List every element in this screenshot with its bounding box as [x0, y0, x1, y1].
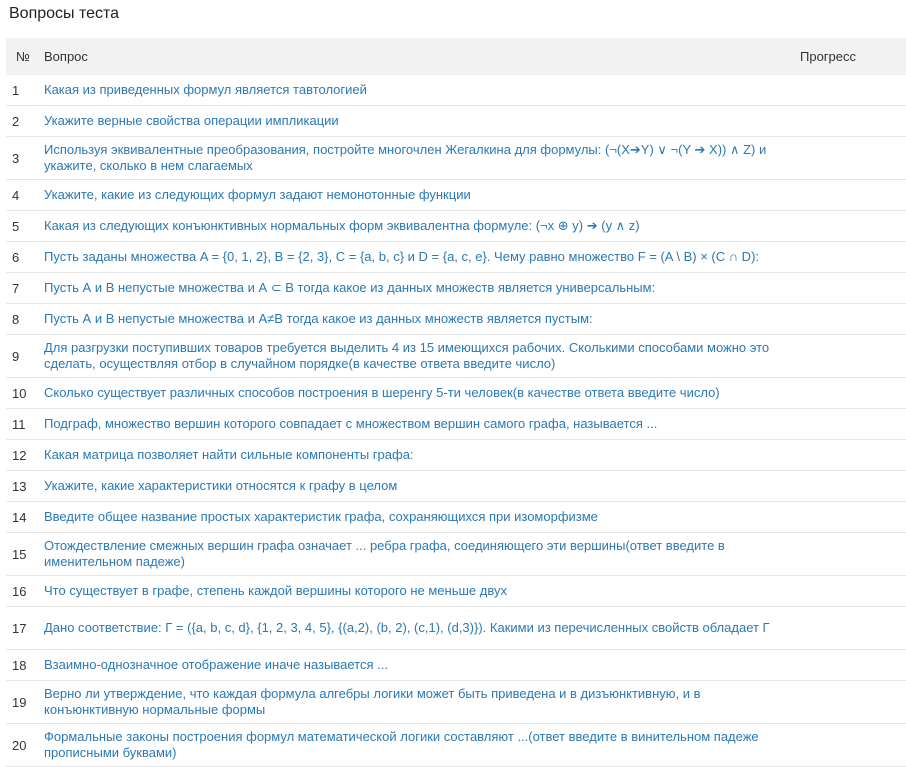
question-extra-cell — [800, 533, 906, 576]
question-number: 2 — [12, 113, 20, 129]
question-link[interactable]: Укажите верные свойства операции импликации — [44, 113, 339, 128]
question-link[interactable]: Для разгрузки поступивших товаров требуется выделить 4 из 15 имеющихся рабочих. Сколькими способами можно это сделать, осуществляя отбор в случайном порядке(в качестве ответа введите число) — [44, 340, 770, 371]
column-header-number[interactable]: № — [16, 49, 30, 64]
question-extra-cell — [800, 440, 906, 471]
question-number: 1 — [12, 82, 20, 98]
table-row[interactable] — [6, 106, 906, 137]
question-number: 3 — [12, 150, 20, 166]
question-extra-cell — [800, 106, 906, 137]
table-header-row — [6, 38, 906, 75]
question-extra-cell — [800, 650, 906, 681]
question-extra-cell — [800, 304, 906, 335]
question-link[interactable]: Формальные законы построения формул математической логики составляют ...(ответ введите в винительном падеже прописными буквами) — [44, 729, 759, 760]
question-link[interactable]: Введите общее название простых характеристик графа, сохраняющихся при изоморфизме — [44, 509, 598, 524]
question-link[interactable]: Взаимно-однозначное отображение иначе называется ... — [44, 657, 388, 672]
question-extra-cell — [800, 681, 906, 724]
question-number: 12 — [12, 447, 27, 463]
question-link[interactable]: Отождествление смежных вершин графа означает ... ребра графа, соединяющего эти вершины(ответ введите в именительном падеже) — [44, 538, 725, 569]
question-number: 15 — [12, 546, 27, 562]
question-extra-cell — [800, 335, 906, 378]
column-header-question[interactable]: Вопрос — [44, 49, 88, 64]
question-number: 5 — [12, 218, 20, 234]
table-row[interactable] — [6, 681, 906, 724]
table-row[interactable] — [6, 304, 906, 335]
table-row[interactable] — [6, 471, 906, 502]
question-extra-cell — [800, 242, 906, 273]
table-row[interactable] — [6, 335, 906, 378]
question-extra-cell — [800, 409, 906, 440]
table-row[interactable] — [6, 650, 906, 681]
question-link[interactable]: Какая из следующих конъюнктивных нормальных форм эквивалентна формуле: (¬x ⊕ y) ➔ (y ∧ z) — [44, 218, 640, 233]
question-link[interactable]: Подграф, множество вершин которого совпадает с множеством вершин самого графа, называется ... — [44, 416, 658, 431]
question-number: 10 — [12, 385, 27, 401]
question-number: 7 — [12, 280, 20, 296]
table-row[interactable] — [6, 378, 906, 409]
question-link[interactable]: Укажите, какие из следующих формул задают немонотонные функции — [44, 187, 471, 202]
table-row[interactable] — [6, 273, 906, 304]
question-number: 16 — [12, 583, 27, 599]
question-number: 18 — [12, 657, 27, 673]
question-link[interactable]: Дано соответствие: Г = ({a, b, c, d}, {1, 2, 3, 4, 5}, {(a,2), (b, 2), (c,1), (d,3)}). Какими из перечисленных свойств обладает Г — [44, 620, 770, 635]
question-extra-cell — [800, 471, 906, 502]
table-row[interactable] — [6, 724, 906, 767]
question-extra-cell — [800, 607, 906, 650]
question-extra-cell — [800, 137, 906, 180]
question-extra-cell — [800, 724, 906, 767]
question-number: 4 — [12, 187, 20, 203]
page-title: Вопросы теста — [9, 5, 120, 22]
question-link[interactable]: Пусть заданы множества A = {0, 1, 2}, B = {2, 3}, C = {a, b, c} и D = {a, c, e}. Чему равно множество F = (A \ B) × (C ∩ D): — [44, 249, 760, 264]
question-link[interactable]: Сколько существует различных способов построения в шеренгу 5-ти человек(в качестве ответа введите число) — [44, 385, 720, 400]
table-row[interactable] — [6, 242, 906, 273]
question-link[interactable]: Используя эквивалентные преобразования, постройте многочлен Жегалкина для формулы: (¬(X➔Y) ∨ ¬(Y ➔ X)) ∧ Z) и укажите, сколько в нем слагаемых — [44, 142, 767, 173]
table-row[interactable] — [6, 440, 906, 471]
question-link[interactable]: Что существует в графе, степень каждой вершины которого не меньше двух — [44, 583, 507, 598]
question-extra-cell — [800, 502, 906, 533]
questions-table — [6, 38, 906, 767]
question-number: 11 — [12, 416, 26, 432]
question-extra-cell — [800, 576, 906, 607]
questions-table-container — [6, 38, 857, 767]
question-number: 17 — [12, 620, 27, 636]
question-link[interactable]: Пусть А и В непустые множества и А ⊂ В тогда какое из данных множеств является универсальным: — [44, 280, 656, 295]
question-link[interactable]: Пусть А и В непустые множества и А≠В тогда какое из данных множеств является пустым: — [44, 311, 593, 326]
question-number: 8 — [12, 311, 20, 327]
question-number: 20 — [12, 737, 27, 753]
question-link[interactable]: Какая из приведенных формул является тавтологией — [44, 82, 367, 97]
table-row[interactable] — [6, 607, 906, 650]
table-row[interactable] — [6, 137, 906, 180]
question-extra-cell — [800, 75, 906, 106]
table-row[interactable] — [6, 409, 906, 440]
table-row[interactable] — [6, 180, 906, 211]
question-number: 19 — [12, 694, 27, 710]
question-number: 14 — [12, 509, 27, 525]
table-row[interactable] — [6, 502, 906, 533]
question-number: 9 — [12, 348, 20, 364]
question-link[interactable]: Укажите, какие характеристики относятся к графу в целом — [44, 478, 398, 493]
table-row[interactable] — [6, 576, 906, 607]
question-link[interactable]: Какая матрица позволяет найти сильные компоненты графа: — [44, 447, 414, 462]
table-row[interactable] — [6, 211, 906, 242]
question-link[interactable]: Верно ли утверждение, что каждая формула алгебры логики может быть приведена и в дизъюнктивную, и в конъюнктивную нормальные формы — [44, 686, 701, 717]
table-row[interactable] — [6, 533, 906, 576]
table-row[interactable] — [6, 75, 906, 106]
column-header-extra[interactable]: Прогресс — [800, 49, 857, 64]
question-extra-cell — [800, 180, 906, 211]
question-number: 13 — [12, 478, 27, 494]
question-extra-cell — [800, 273, 906, 304]
question-extra-cell — [800, 211, 906, 242]
question-number: 6 — [12, 249, 20, 265]
question-extra-cell — [800, 378, 906, 409]
